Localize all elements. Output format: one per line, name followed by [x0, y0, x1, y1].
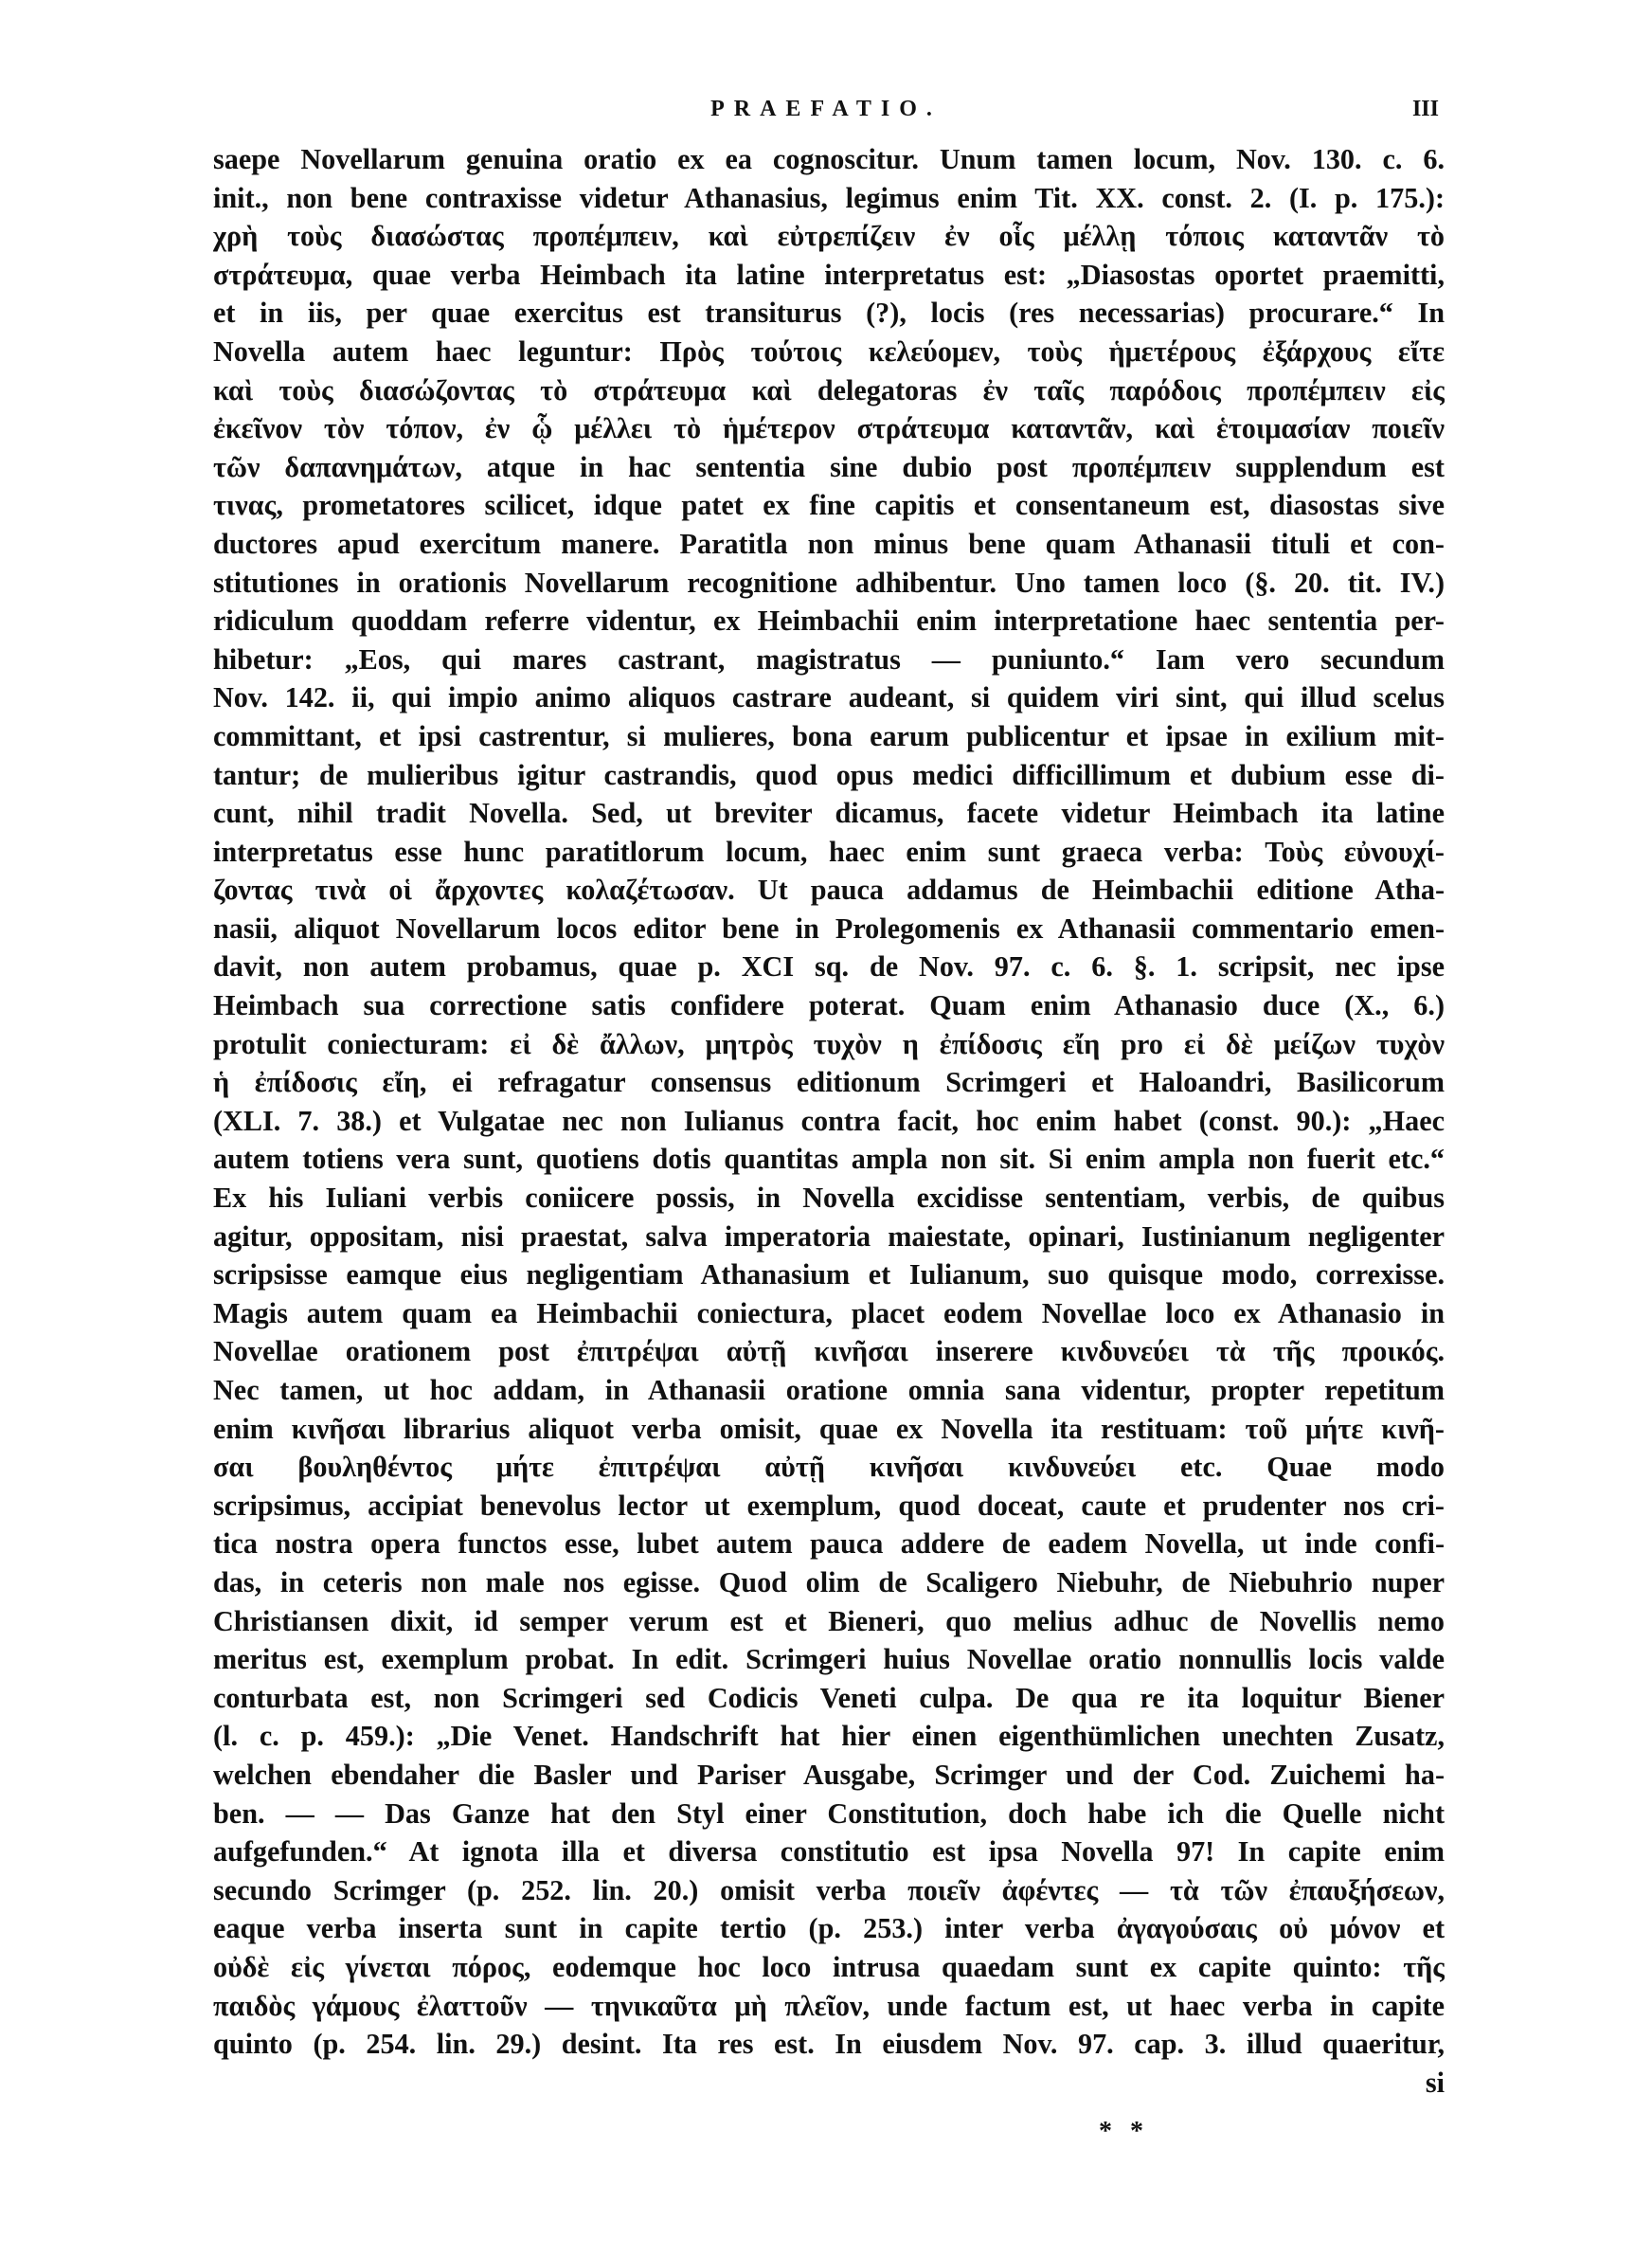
text-line: τῶν δαπανημάτων, atque in hac sententia sine dubio post προπέμπειν supplendum est	[213, 450, 1445, 483]
text-line: οὐδὲ εἰς γίνεται πόρος, eodemque hoc loco intrusa quaedam sunt ex capite quinto: τῆς	[213, 1950, 1445, 1983]
text-line: Novellae orationem post ἐπιτρέψαι αὐτῇ κινῆσαι inserere κινδυνεύει τὰ τῆς προικός.	[213, 1335, 1445, 1368]
text-line: secundo Scrimger (p. 252. lin. 20.) omisit verba ποιεῖν ἀφέντες — τὰ τῶν ἐπαυξήσεων,	[213, 1873, 1445, 1906]
body-text	[213, 140, 1445, 2102]
text-line: scripsisse eamque eius negligentiam Athanasium et Iulianum, suo quisque modo, correxisse.	[213, 1258, 1445, 1291]
text-line: tantur; de mulieribus igitur castrandis, quod opus medici difficillimum et dubium esse di-	[213, 758, 1445, 791]
text-line: χρὴ τοὺς διασώστας προπέμπειν, καὶ εὐτρεπίζειν ἐν οἷς μέλλῃ τόποις καταντᾶν τὸ	[213, 220, 1445, 253]
text-line: davit, non autem probamus, quae p. XCI sq. de Nov. 97. c. 6. §. 1. scripsit, nec ipse	[213, 950, 1445, 984]
text-line: nasii, aliquot Novellarum locos editor bene in Prolegomenis ex Athanasii commentario emen-	[213, 912, 1445, 945]
page-number: III	[1411, 97, 1439, 121]
text-line: Magis autem quam ea Heimbachii coniectura, placet eodem Novellae loco ex Athanasio in	[213, 1296, 1445, 1329]
text-line: interpretatus esse hunc paratitlorum locum, haec enim sunt graeca verba: Τοὺς εὐνουχί-	[213, 835, 1445, 868]
text-line: et in iis, per quae exercitus est transiturus (?), locis (res necessarias) procurare.“ In	[213, 297, 1445, 330]
text-line: tica nostra opera functos esse, lubet autem pauca addere de eadem Novella, ut inde confi-	[213, 1527, 1445, 1561]
text-line: τινας, prometatores scilicet, idque patet ex fine capitis et consentaneum est, diasostas sive	[213, 489, 1445, 522]
text-line: conturbata est, non Scrimgeri sed Codicis Veneti culpa. De qua re ita loquitur Biener	[213, 1681, 1445, 1714]
text-line: παιδὸς γάμους ἐλαττοῦν — τηνικαῦτα μὴ πλεῖον, unde factum est, ut haec verba in capite	[213, 1989, 1445, 2022]
text-line: ben. — — Das Ganze hat den Styl einer Constitution, doch habe ich die Quelle nicht	[213, 1797, 1445, 1830]
text-line: ductores apud exercitum manere. Paratitla non minus bene quam Athanasii tituli et con-	[213, 527, 1445, 560]
text-line: Nec tamen, ut hoc addam, in Athanasii oratione omnia sana videntur, propter repetitum	[213, 1374, 1445, 1406]
text-line: agitur, oppositam, nisi praestat, salva imperatoria maiestate, opinari, Iustinianum negligenter	[213, 1219, 1445, 1253]
text-line: autem totiens vera sunt, quotiens dotis quantitas ampla non sit. Si enim ampla non fuerit etc.“	[213, 1143, 1445, 1176]
text-line: stitutiones in orationis Novellarum recognitione adhibentur. Uno tamen loco (§. 20. tit. IV.)	[213, 566, 1445, 599]
text-line: Ex his Iuliani verbis coniicere possis, in Novella excidisse sententiam, verbis, de quibus	[213, 1182, 1445, 1215]
text-line: (l. c. p. 459.): „Die Venet. Handschrift hat hier einen eigenthümlichen unechten Zusatz,	[213, 1720, 1445, 1753]
text-line: scripsimus, accipiat benevolus lector ut exemplum, quod doceat, caute et prudenter nos cri-	[213, 1489, 1445, 1522]
text-line: init., non bene contraxisse videtur Athanasius, legimus enim Tit. XX. const. 2. (I. p. 175.):	[213, 181, 1445, 214]
text-line: das, in ceteris non male nos egisse. Quod olim de Scaligero Niebuhr, de Niebuhrio nuper	[213, 1565, 1445, 1598]
text-line: protulit coniecturam: εἰ δὲ ἄλλων, μητρὸς τυχὸν η ἐπίδοσις εἴη pro εἰ δὲ μείζων τυχὸν	[213, 1027, 1445, 1060]
text-line: saepe Novellarum genuina oratio ex ea cognoscitur. Unum tamen locum, Nov. 130. c. 6.	[213, 143, 1445, 175]
text-line: ἐκεῖνον τὸν τόπον, ἐν ᾧ μέλλει τὸ ἡμέτερον στράτευμα καταντᾶν, καὶ ἑτοιμασίαν ποιεῖν	[213, 412, 1445, 445]
text-line: aufgefunden.“ At ignota illa et diversa constitutio est ipsa Novella 97! In capite enim	[213, 1835, 1445, 1869]
text-line: Christiansen dixit, id semper verum est et Bieneri, quo melius adhuc de Novellis nemo	[213, 1604, 1445, 1637]
text-line: quinto (p. 254. lin. 29.) desint. Ita res est. In eiusdem Nov. 97. cap. 3. illud quaeritur,	[213, 2028, 1445, 2061]
running-title: PRAEFATIO.	[710, 97, 942, 121]
text-line: ἡ ἐπίδοσις εἴη, ei refragatur consensus editionum Scrimgeri et Haloandri, Basilicorum	[213, 1066, 1445, 1099]
text-line: hibetur: „Eos, qui mares castrant, magistratus — puniunto.“ Iam vero secundum	[213, 642, 1445, 676]
text-line: Heimbach sua correctione satis confidere poterat. Quam enim Athanasio duce (X., 6.)	[213, 989, 1445, 1022]
running-head	[0, 97, 1652, 131]
text-line: welchen ebendaher die Basler und Pariser Ausgabe, Scrimger und der Cod. Zuichemi ha-	[213, 1758, 1445, 1791]
text-line: eaque verba inserta sunt in capite tertio (p. 253.) inter verba ἀγαγούσαις οὐ μόνον et	[213, 1912, 1445, 1945]
text-line: committant, et ipsi castrentur, si mulieres, bona earum publicentur et ipsae in exilium mit-	[213, 719, 1445, 752]
text-line: στράτευμα, quae verba Heimbach ita latine interpretatus est: „Diasostas oportet praemitti,	[213, 258, 1445, 291]
text-line: meritus est, exemplum probat. In edit. Scrimgeri huius Novellae oratio nonnullis locis valde	[213, 1643, 1445, 1676]
text-line: si	[1425, 2066, 1445, 2099]
text-line: enim κινῆσαι librarius aliquot verba omisit, quae ex Novella ita restituam: τοῦ μήτε κινῆ-	[213, 1412, 1445, 1445]
text-line: Nov. 142. ii, qui impio animo aliquos castrare audeant, si quidem viri sint, qui illud scelus	[213, 681, 1445, 714]
text-line: σαι βουληθέντος μήτε ἐπιτρέψαι αὐτῇ κινῆσαι κινδυνεύει etc. Quae modo	[213, 1451, 1445, 1484]
text-line: καὶ τοὺς διασώζοντας τὸ στράτευμα καὶ delegatoras ἐν ταῖς παρόδοις προπέμπειν εἰς	[213, 373, 1445, 406]
text-line: ridiculum quoddam referre videntur, ex Heimbachii enim interpretatione haec sententia per-	[213, 605, 1445, 638]
text-line: ζοντας τινὰ οἱ ἄρχοντες κολαζέτωσαν. Ut pauca addamus de Heimbachii editione Atha-	[213, 874, 1445, 907]
text-line: cunt, nihil tradit Novella. Sed, ut breviter dicamus, facete videtur Heimbach ita latine	[213, 797, 1445, 830]
signature-mark: * *	[1099, 2117, 1149, 2146]
text-line: (XLI. 7. 38.) et Vulgatae nec non Iulianus contra facit, hoc enim habet (const. 90.): „Haec	[213, 1104, 1445, 1137]
text-line: Novella autem haec leguntur: Πρὸς τούτοις κελεύομεν, τοὺς ἡμετέρους ἐξάρχους εἴτε	[213, 334, 1445, 368]
